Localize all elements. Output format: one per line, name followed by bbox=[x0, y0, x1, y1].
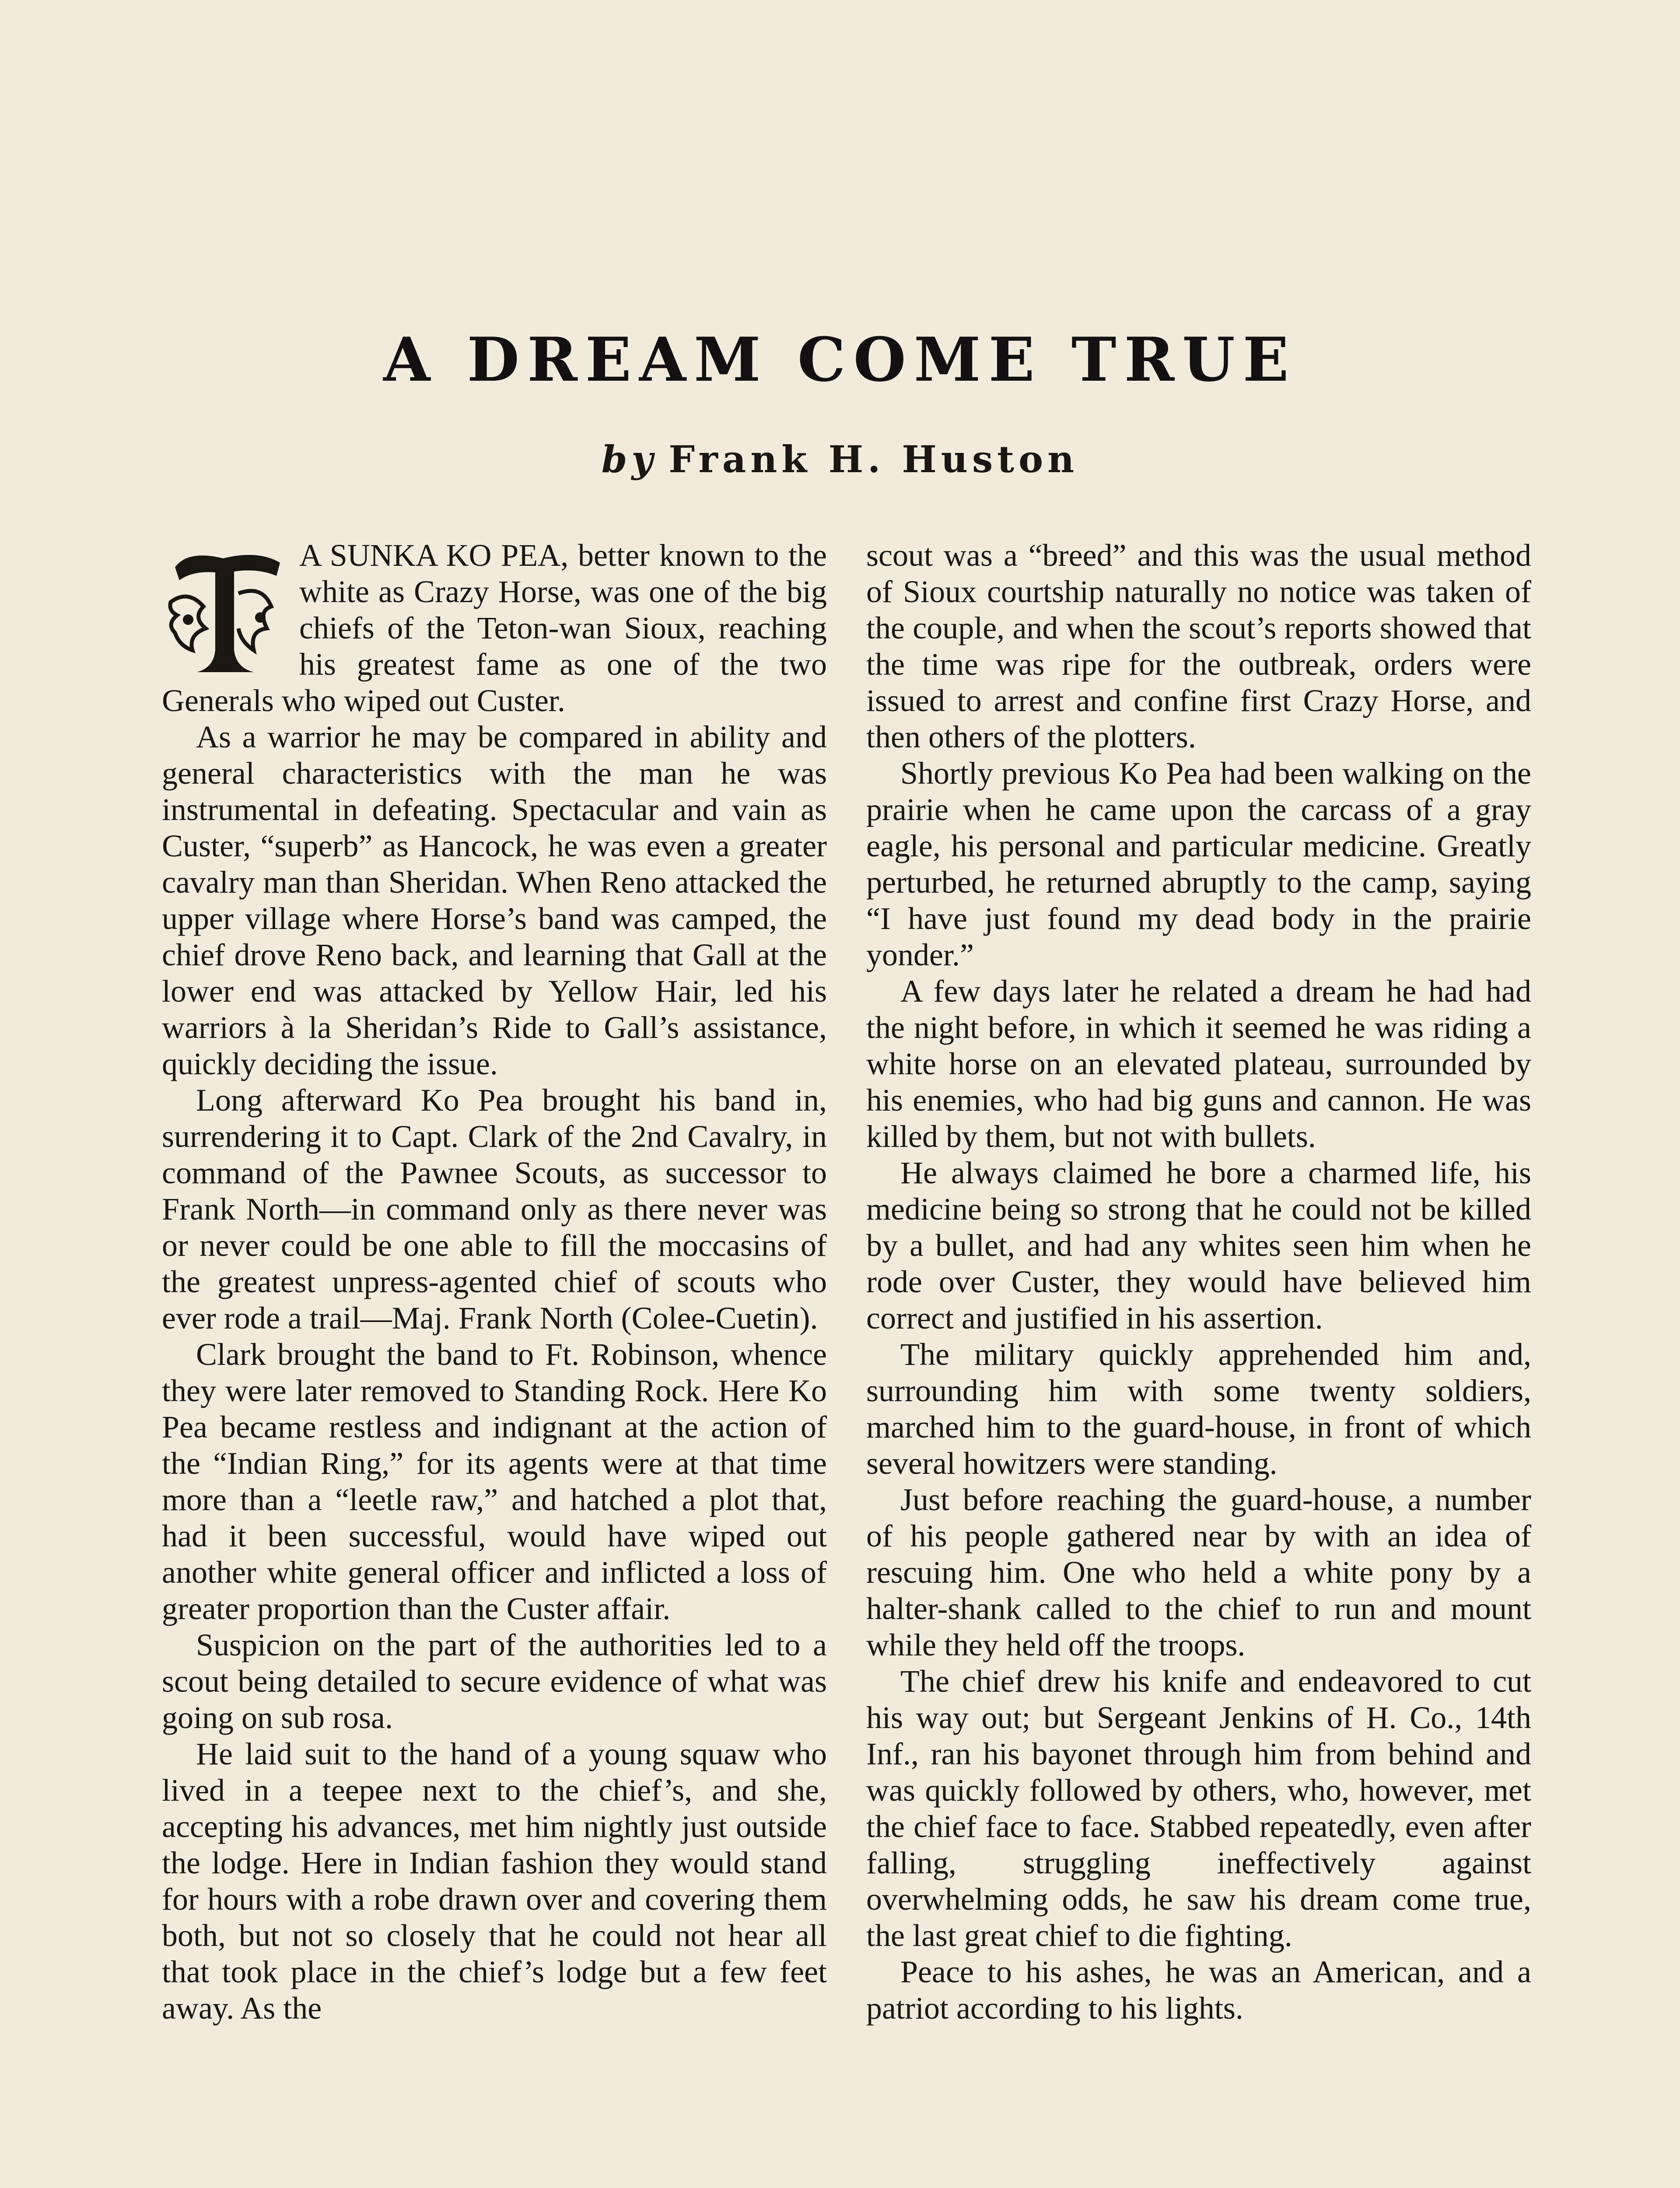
ornamental-dropcap-icon bbox=[162, 541, 289, 681]
article-title: A DREAM COME TRUE bbox=[383, 324, 1297, 395]
author-name: Frank H. Huston bbox=[668, 438, 1079, 481]
paragraph: As a warrior he may be compared in ability and general characteristics with the man he was instrumental in defeating. Spectacular and vain as Custer, “superb” as Hancock, he was even a greater cavalry man than Sheridan. When Reno attacked the upper village where Horse’s band was camped, the chief drove Reno back, and learning that Gall at the lower end was attacked by Yellow Hair, led his warriors à la Sheridan’s Ride to Gall’s assistance, quickly deciding the issue. bbox=[162, 719, 827, 1081]
article-byline bbox=[0, 438, 1680, 481]
paragraph: Just before reaching the guard-house, a number of his people gathered near by with an idea of rescuing him. One who held a white pony by a halter-shank called to the chief to run and mount while they held off the troops. bbox=[866, 1482, 1531, 1662]
paragraph: The military quickly apprehended him and, surrounding him with some twenty soldiers, marched him to the guard-house, in front of which several howitzers were standing. bbox=[866, 1337, 1531, 1481]
paragraph bbox=[162, 537, 827, 719]
byline-prefix: by bbox=[601, 438, 658, 481]
paragraph: The chief drew his knife and endeavored to cut his way out; but Sergeant Jenkins of H. Co., 14th Inf., ran his bayonet through him from behind and was quickly followed by others, who, however, met the chief face to face. Stabbed repeatedly, even after falling, struggling ineffectively against overwhelming odds, he saw his dream come true, the last great chief to die fighting. bbox=[866, 1664, 1531, 1953]
paragraph: Peace to his ashes, he was an American, and a patriot according to his lights. bbox=[866, 1954, 1531, 2026]
right-column bbox=[866, 537, 1531, 2027]
paragraph: Clark brought the band to Ft. Robinson, whence they were later removed to Standing Rock. Here Ko Pea became restless and indignant at the action of the “Indian Ring,” for its agents were at that time more than a “leetle raw,” and hatched a plot that, had it been successful, would have wiped out another white general officer and inflicted a loss of greater proportion than the Custer affair. bbox=[162, 1337, 827, 1626]
paragraph: A few days later he related a dream he had had the night before, in which it seemed he was riding a white horse on an elevated plateau, surrounded by his enemies, who had big guns and cannon. He was killed by them, but not with bullets. bbox=[866, 974, 1531, 1154]
left-column bbox=[162, 537, 827, 2027]
paragraph: He laid suit to the hand of a young squaw who lived in a teepee next to the chief’s, and she, accepting his advances, met him nightly just outside the lodge. Here in Indian fashion they would stand for hours with a robe drawn over and covering them both, but not so closely that he could not hear all that took place in the chief’s lodge but a few feet away. As the bbox=[162, 1736, 827, 2026]
paragraph: He always claimed he bore a charmed life, his medicine being so strong that he could not be killed by a bullet, and had any whites seen him when he rode over Custer, they would have believed him correct and justified in his assertion. bbox=[866, 1155, 1531, 1336]
paragraph: scout was a “breed” and this was the usual method of Sioux courtship naturally no notice was taken of the couple, and when the scout’s reports showed that the time was ripe for the outbreak, orders were issued to arrest and confine first Crazy Horse, and then others of the plotters. bbox=[866, 538, 1531, 754]
paragraph: Suspicion on the part of the authorities led to a scout being detailed to secure evidence of what was going on sub rosa. bbox=[162, 1627, 827, 1735]
paragraph: Shortly previous Ko Pea had been walking on the prairie when he came upon the carcass of a gray eagle, his personal and particular medicine. Greatly perturbed, he returned abruptly to the camp, saying “I have just found my dead body in the prairie yonder.” bbox=[866, 756, 1531, 972]
opening-paragraph-text: A SUNKA KO PEA, better known to the white as Crazy Horse, was one of the big chiefs of the Teton-wan Sioux, reaching his greatest fame as one of the two Generals who wiped out Custer. bbox=[162, 538, 827, 718]
paragraph: Long afterward Ko Pea brought his band in, surrendering it to Capt. Clark of the 2nd Cavalry, in command of the Pawnee Scouts, as successor to Frank North—in command only as there never was or never could be one able to fill the moccasins of the greatest unpress-agented chief of scouts who ever rode a trail—Maj. Frank North (Colee-Cuetin). bbox=[162, 1083, 827, 1336]
